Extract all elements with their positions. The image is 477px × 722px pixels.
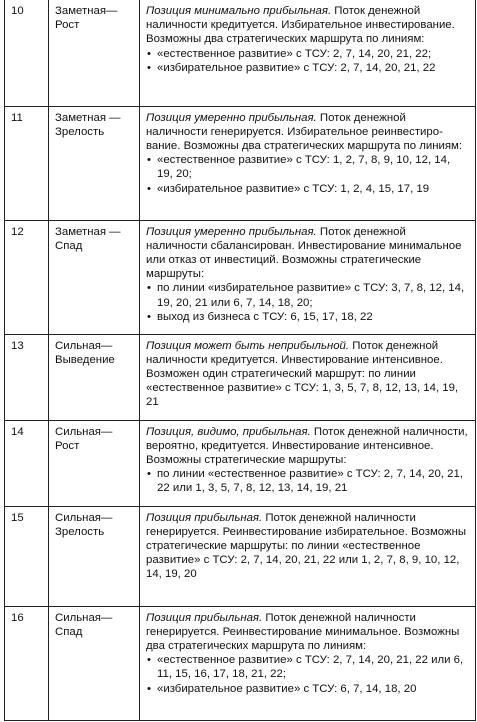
list-item: • «естественное развитие» с ТСУ: 2, 7, 14, 20, 21, 22;	[146, 47, 469, 61]
description-text: Поток денежной наличности кредитуется. Инвестирование интенсивное. Возможен один стратегический маршрут: по линии «естественное развитие» с ТСУ: 1, 3, 5, 7, 8, 12, 13, 14, 19, 21	[146, 339, 459, 409]
position-description	[140, 420, 476, 506]
table-row	[5, 606, 476, 720]
row-number: 16	[5, 606, 49, 720]
position-description	[140, 334, 476, 420]
state-phase: Спад	[55, 239, 83, 252]
route-list	[146, 153, 469, 196]
position-description	[140, 220, 476, 334]
route-list	[146, 281, 469, 324]
description-text: Поток денежной наличности генерируется. Избирательное реинвестиро-вание. Возможны два стратегических маршрута по линиям:	[146, 111, 463, 152]
position-state	[49, 506, 140, 606]
description-emphasis: Позиция может быть неприбыльной.	[146, 339, 350, 352]
state-phase: Рост	[55, 19, 80, 32]
description-text: Поток денежной наличности сбалансирован. Инвестирование минимальное или отказ от инвестиций. Возможны стратегические маршруты:	[146, 225, 462, 281]
description-text: Поток денежной наличности кредитуется. Избирательное инвестирование. Возможны два стратегических маршрута по линиям:	[146, 5, 455, 46]
position-state	[49, 420, 140, 506]
position-state	[49, 334, 140, 420]
row-number: 11	[5, 106, 49, 220]
position-description	[140, 106, 476, 220]
list-item: • по линии «избирательное развитие» с ТСУ: 3, 7, 8, 12, 14, 19, 20, 21 или 6, 7, 14, 18, 20;	[146, 281, 469, 309]
position-description	[140, 506, 476, 606]
table-row	[5, 220, 476, 334]
table-row	[5, 106, 476, 220]
row-number: 12	[5, 220, 49, 334]
table-row	[5, 0, 476, 106]
description-emphasis: Позиция умеренно прибыльная.	[146, 225, 317, 238]
state-position: Заметная —	[55, 111, 121, 124]
strategy-table	[4, 0, 476, 721]
list-item: • «избирательное развитие» с ТСУ: 6, 7, 14, 18, 20	[146, 682, 469, 696]
description-emphasis: Позиция минимально прибыльная.	[146, 5, 332, 17]
list-item: • «естественное развитие» с ТСУ: 2, 7, 14, 20, 21, 22 или 6, 11, 15, 16, 17, 18, 21, 22;	[146, 653, 469, 681]
state-position: Заметная —	[55, 225, 121, 238]
position-state	[49, 606, 140, 720]
route-list	[146, 467, 469, 495]
state-phase: Спад	[55, 625, 83, 638]
row-number: 14	[5, 420, 49, 506]
state-position: Сильная—	[55, 611, 113, 624]
route-list	[146, 47, 469, 75]
description-text: Поток денежной наличности генерируется. Реинвестирование избирательное. Возможны стратегические маршруты: по линии «естественное развитие» с ТСУ: 2, 7, 14, 20, 21, 22 или 1, 2, 7, 8, 9, 10, 12, 14, 19, 20	[146, 511, 467, 581]
list-item: • выход из бизнеса с ТСУ: 6, 15, 17, 18, 22	[146, 310, 469, 324]
table-row	[5, 334, 476, 420]
position-state	[49, 0, 140, 106]
list-item: • по линии «естественное развитие» с ТСУ: 2, 7, 14, 20, 21, 22 или 1, 3, 5, 7, 8, 12, 13, 14, 19, 21	[146, 467, 469, 495]
description-text: Поток денежной наличности, вероятно, кредитуется. Инвестирование интенсивное. Возможны стратегические маршруты:	[146, 425, 468, 466]
state-phase: Зрелость	[55, 525, 105, 538]
row-number: 13	[5, 334, 49, 420]
row-number: 15	[5, 506, 49, 606]
state-phase: Зрелость	[55, 125, 105, 138]
description-emphasis: Позиция умеренно прибыльная.	[146, 111, 317, 124]
state-position: Заметная—	[55, 5, 118, 17]
list-item: • «избирательное развитие» с ТСУ: 1, 2, 4, 15, 17, 19	[146, 182, 469, 196]
position-description	[140, 606, 476, 720]
position-state	[49, 220, 140, 334]
description-emphasis: Позиция прибыльная.	[146, 611, 263, 624]
description-text: Поток денежной наличности генерируется. Реинвестирование минимальное. Возможны два стратегических маршрута по линиям:	[146, 611, 460, 652]
description-emphasis: Позиция прибыльная.	[146, 511, 263, 524]
route-list	[146, 653, 469, 696]
position-description	[140, 0, 476, 106]
list-item: • «естественное развитие» с ТСУ: 1, 2, 7, 8, 9, 10, 12, 14, 19, 20;	[146, 153, 469, 181]
state-position: Сильная—	[55, 511, 113, 524]
position-state	[49, 106, 140, 220]
state-position: Сильная—	[55, 339, 113, 352]
description-emphasis: Позиция, видимо, прибыльная.	[146, 425, 311, 438]
state-phase: Рост	[55, 439, 80, 452]
state-position: Сильная—	[55, 425, 113, 438]
row-number: 10	[5, 0, 49, 106]
state-phase: Выведение	[55, 353, 115, 366]
table-row	[5, 506, 476, 606]
table-row	[5, 420, 476, 506]
list-item: • «избирательное развитие» с ТСУ: 2, 7, 14, 20, 21, 22	[146, 61, 469, 75]
